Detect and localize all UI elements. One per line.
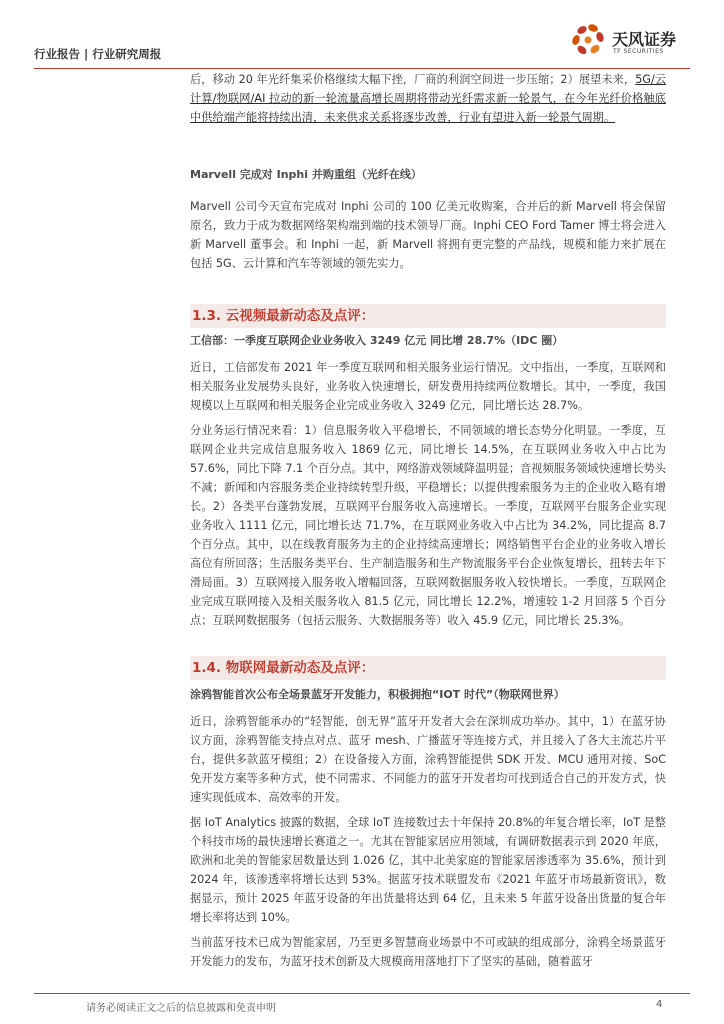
intro-text: 后，移动 20 年光纤集采价格继续大幅下挫，厂商的利润空间进一步压缩；2）展望未来，: [190, 73, 636, 86]
footer-disclaimer: 请务必阅读正文之后的信息披露和免责申明: [86, 1003, 276, 1014]
marvell-news-title: Marvell 完成对 Inphi 并购重组（光纤在线）: [190, 168, 422, 181]
report-type-header: 行业报告 | 行业研究周报: [34, 47, 162, 61]
tuya-paragraph-1: 近日，涂鸦智能承办的“轻智能，创无界”蓝牙开发者大会在深圳成功举办。其中，1）在蓝牙协议方面，涂鸦智能支持点对点、蓝牙 mesh、广播蓝牙等连接方式，并且接入了各大主流芯片平台，提供多款蓝牙模组；2）在设备接入方面，涂鸦智能提供 SDK 开发、MCU 通用对接、SoC 免开发方案等多种方式，使不同需求、不同能力的蓝牙开发者均可找到适合自己的开发方式，快速实现低成本、高效率的开发。: [190, 715, 666, 804]
brand-name-cn: 天风证券: [612, 30, 677, 49]
footer-divider: [34, 993, 690, 994]
tuya-paragraph-3: 当前蓝牙技术已成为智能家居，乃至更多智慧商业场景中不可或缺的组成部分，涂鸦全场景蓝牙开发能力的发布，为蓝牙技术创新及大规模商用落地打下了坚实的基础，随着蓝牙: [190, 936, 666, 968]
paragraph-intro: [190, 70, 666, 127]
intro-underlined-text: 5G/云计算/物联网/AI 拉动的新一轮流量高增长周期将带动光纤需求新一轮景气，在今年光纤价格触底中供给端产能将持续出清，未来供求关系将逐步改善，行业有望进入新一轮景气周期。: [190, 73, 667, 124]
section-heading-1-4: 1.4. 物联网最新动态及点评：: [190, 656, 666, 680]
main-content: [190, 70, 666, 971]
brand-name-en: TF SECURITIES: [613, 48, 664, 55]
tuya-paragraph-2: 据 IoT Analytics 披露的数据，全球 IoT 连接数过去十年保持 20.8%的年复合增长率，IoT 是整个科技市场的最快速增长赛道之一。尤其在智能家居应用领域，有调研数据表示到 2020 年底，欧洲和北美的智能家居数量达到 1.026 亿，其中北美家庭的智能家居渗透率为 35.6%，预计到 2024 年，该渗透率将增长达到 53%。据蓝牙技术联盟发布《2021 年蓝牙市场最新资讯》，数据显示，预计 2025 年蓝牙设备的年出货量将达到 64 亿，且未来 5 年蓝牙设备出货量的复合年增长率将达到 10%。: [190, 816, 666, 924]
tuya-news-title: 涂鸦智能首次公布全场景蓝牙开发能力，积极拥抱“IOT 时代”（物联网世界）: [190, 688, 565, 701]
miit-paragraph-1: 近日，工信部发布 2021 年一季度互联网和相关服务业运行情况。文中指出，一季度，互联网和相关服务业发展势头良好，业务收入快速增长，研发费用持续两位数增长。其中，一季度，我国规模以上互联网和相关服务企业完成业务收入 3249 亿元，同比增长达 28.7%。: [190, 361, 666, 412]
header-divider: [34, 68, 690, 69]
brand-logo: [568, 22, 708, 66]
miit-paragraph-2: 分业务运行情况来看：1）信息服务收入平稳增长，不同领域的增长态势分化明显。一季度，互联网企业共完成信息服务收入 1869 亿元，同比增长 14.5%，在互联网业务收入中占比为 57.6%，同比下降 7.1 个百分点。其中，网络游戏领域降温明显；音视频服务领域快速增长势头不减；新闻和内容服务类企业持续转型升级，平稳增长；以提供搜索服务为主的企业收入略有增长。2）各类平台蓬勃发展，互联网平台服务收入高速增长。一季度，互联网平台服务企业实现业务收入 1111 亿元，同比增长达 71.7%，在互联网业务收入中占比为 34.2%，同比提高 8.7 个百分点。其中，以在线教育服务为主的企业持续高速增长；网络销售平台企业的业务收入增长高位有所回落；生活服务类平台、生产制造服务和生产物流服务平台企业恢复增长，扭转去年下滑局面。3）互联网接入服务收入增幅回落，互联网数据服务收入较快增长。一季度，互联网企业完成互联网接入及相关服务收入 81.5 亿元，同比增长 12.2%，增速较 1-2 月回落 5 个百分点；互联网数据服务（包括云服务、大数据服务等）收入 45.9 亿元，同比增长 25.3%。: [190, 424, 666, 627]
page-number: 4: [656, 999, 663, 1010]
flower-logo-icon: [568, 22, 610, 62]
marvell-news-body: Marvell 公司今天宣布完成对 Inphi 公司的 100 亿美元收购案，合并后的新 Marvell 将会保留原名，致力于成为数据网络架构端到端的技术领导厂商。Inphi CEO Ford Tamer 博士将会进入新 Marvell 董事会。和 Inphi 一起，新 Marvell 将拥有更完整的产品线，规模和能力来扩展在包括 5G、云计算和汽车等领域的领先实力。: [190, 200, 666, 270]
miit-news-title: 工信部：一季度互联网企业业务收入 3249 亿元 同比增 28.7%（IDC 圈）: [190, 334, 564, 347]
section-heading-1-3: 1.3. 云视频最新动态及点评：: [190, 304, 666, 328]
